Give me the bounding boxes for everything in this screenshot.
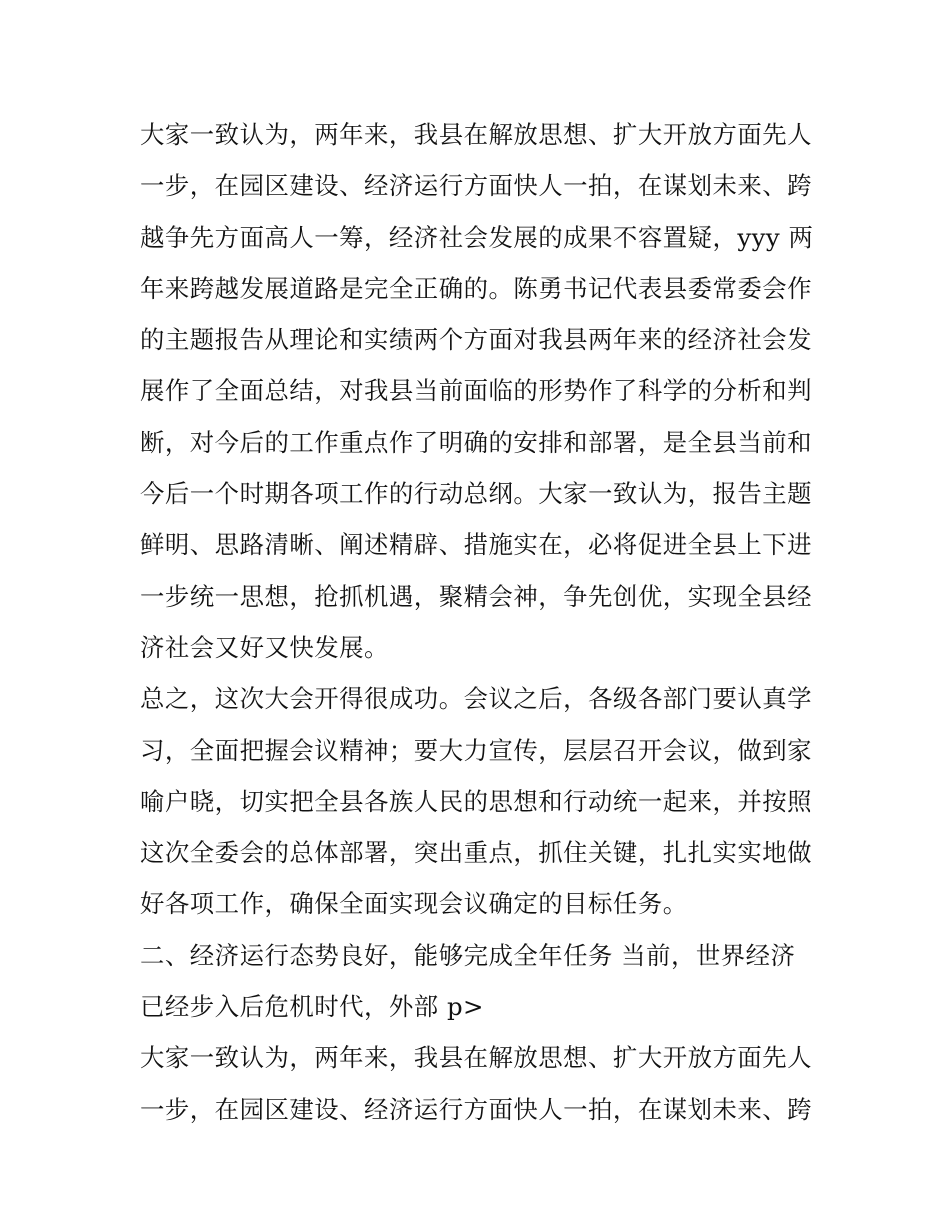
text-line: 展作了全面总结，对我县当前面临的形势作了科学的分析和判 [140,376,813,406]
paragraph-4 [140,1032,830,1135]
text-line: 一步，在园区建设、经济运行方面快人一拍，在谋划未来、跨 [140,1094,813,1124]
text-line: 断，对今后的工作重点作了明确的安排和部署，是全县当前和 [140,427,813,457]
text-line: 喻户晓，切实把全县各族人民的思想和行动统一起来，并按照 [140,786,813,816]
text-line: 大家一致认为，两年来，我县在解放思想、扩大开放方面先人 [140,120,813,149]
text-line: 已经步入后危机时代，外部 p> [140,992,484,1022]
text-line: 总之，这次大会开得很成功。会议之后，各级各部门要认真学 [140,684,813,714]
paragraph-2 [140,673,830,929]
text-line: 一步，在园区建设、经济运行方面快人一拍，在谋划未来、跨 [140,171,813,201]
text-line: 今后一个时期各项工作的行动总纲。大家一致认为，报告主题 [140,479,813,509]
text-line: 一步统一思想，抢抓机遇，聚精会神，争先创优，实现全县经 [140,581,813,611]
text-line: 济社会又好又快发展。 [140,632,389,662]
text-line: 好各项工作，确保全面实现会议确定的目标任务。 [140,889,688,919]
text-line: 的主题报告从理论和实绩两个方面对我县两年来的经济社会发 [140,325,813,355]
text-line: 大家一致认为，两年来，我县在解放思想、扩大开放方面先人 [140,1043,813,1073]
text-line: 鲜明、思路清晰、阐述精辟、措施实在，必将促进全县上下进 [140,530,813,560]
text-line: 年来跨越发展道路是完全正确的。陈勇书记代表县委常委会作 [140,273,813,303]
text-line: 越争先方面高人一筹，经济社会发展的成果不容置疑，yyy 两 [140,222,814,252]
text-line: 这次全委会的总体部署，突出重点，抓住关键，扎扎实实地做 [140,838,813,868]
paragraph-1 [140,109,830,673]
text-line: 二、经济运行态势良好，能够完成全年任务 当前，世界经济 [140,940,796,970]
text-line: 习，全面把握会议精神；要大力宣传，层层召开会议，做到家 [140,735,813,765]
document-body [140,109,830,1135]
paragraph-3 [140,930,830,1033]
